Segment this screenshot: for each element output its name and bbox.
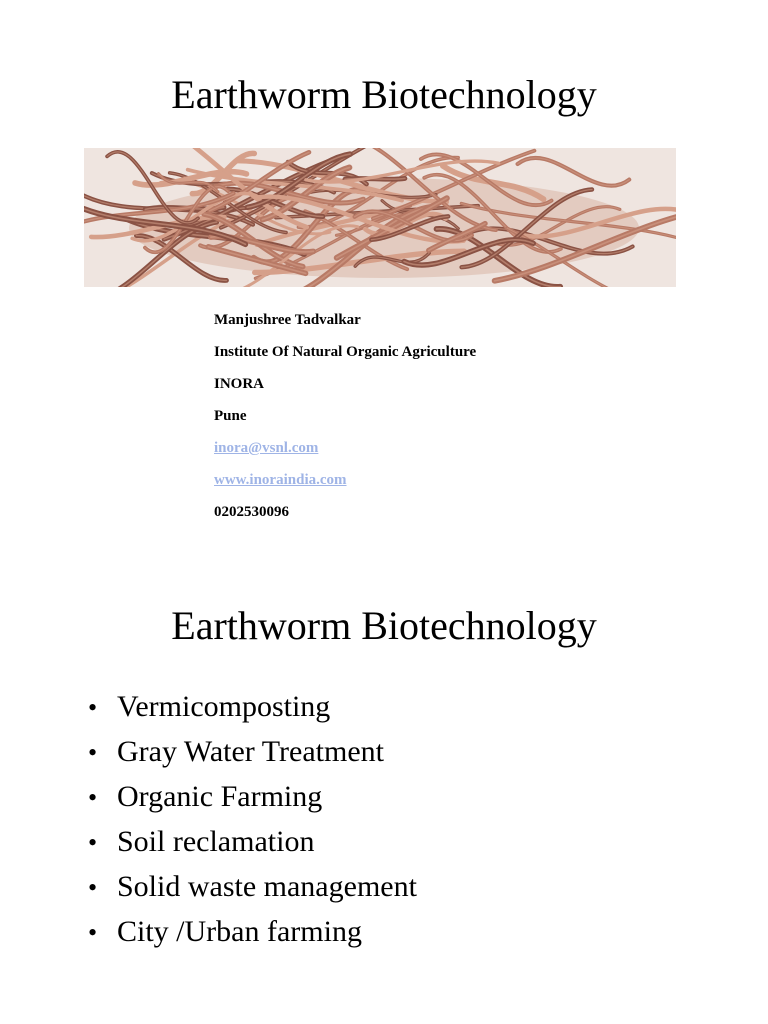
website-row	[214, 464, 674, 496]
slide-2	[0, 560, 768, 1024]
author-name: Manjushree Tadvalkar	[214, 312, 361, 328]
list-item-text: Solid waste management	[117, 870, 417, 903]
list-item	[88, 729, 728, 774]
city: Pune	[214, 408, 247, 424]
bullet-icon: •	[88, 693, 98, 722]
organization-acronym: INORA	[214, 376, 265, 392]
contact-block	[214, 304, 674, 528]
list-item-text: Soil reclamation	[117, 825, 315, 858]
bullet-icon: •	[88, 828, 98, 857]
list-item	[88, 864, 728, 909]
bullet-icon: •	[88, 738, 98, 767]
email-row	[214, 432, 674, 464]
website-link[interactable]: www.inoraindia.com	[214, 472, 347, 488]
slide-2-title: Earthworm Biotechnology	[171, 603, 597, 648]
bullet-icon: •	[88, 783, 98, 812]
topic-list	[88, 684, 728, 954]
list-item	[88, 909, 728, 954]
list-item	[88, 684, 728, 729]
list-item	[88, 819, 728, 864]
list-item	[88, 774, 728, 819]
phone-number: 0202530096	[214, 504, 289, 520]
list-item-text: City /Urban farming	[117, 915, 362, 948]
list-item-text: Gray Water Treatment	[117, 735, 384, 768]
organization-name: Institute Of Natural Organic Agriculture	[214, 344, 477, 360]
email-link[interactable]: inora@vsnl.com	[214, 440, 319, 456]
list-item-text: Vermicomposting	[117, 690, 331, 723]
list-item-text: Organic Farming	[117, 780, 323, 813]
earthworms-photo	[84, 148, 676, 287]
bullet-icon: •	[88, 873, 98, 902]
slide-1-title: Earthworm Biotechnology	[171, 72, 597, 117]
bullet-icon: •	[88, 918, 98, 947]
